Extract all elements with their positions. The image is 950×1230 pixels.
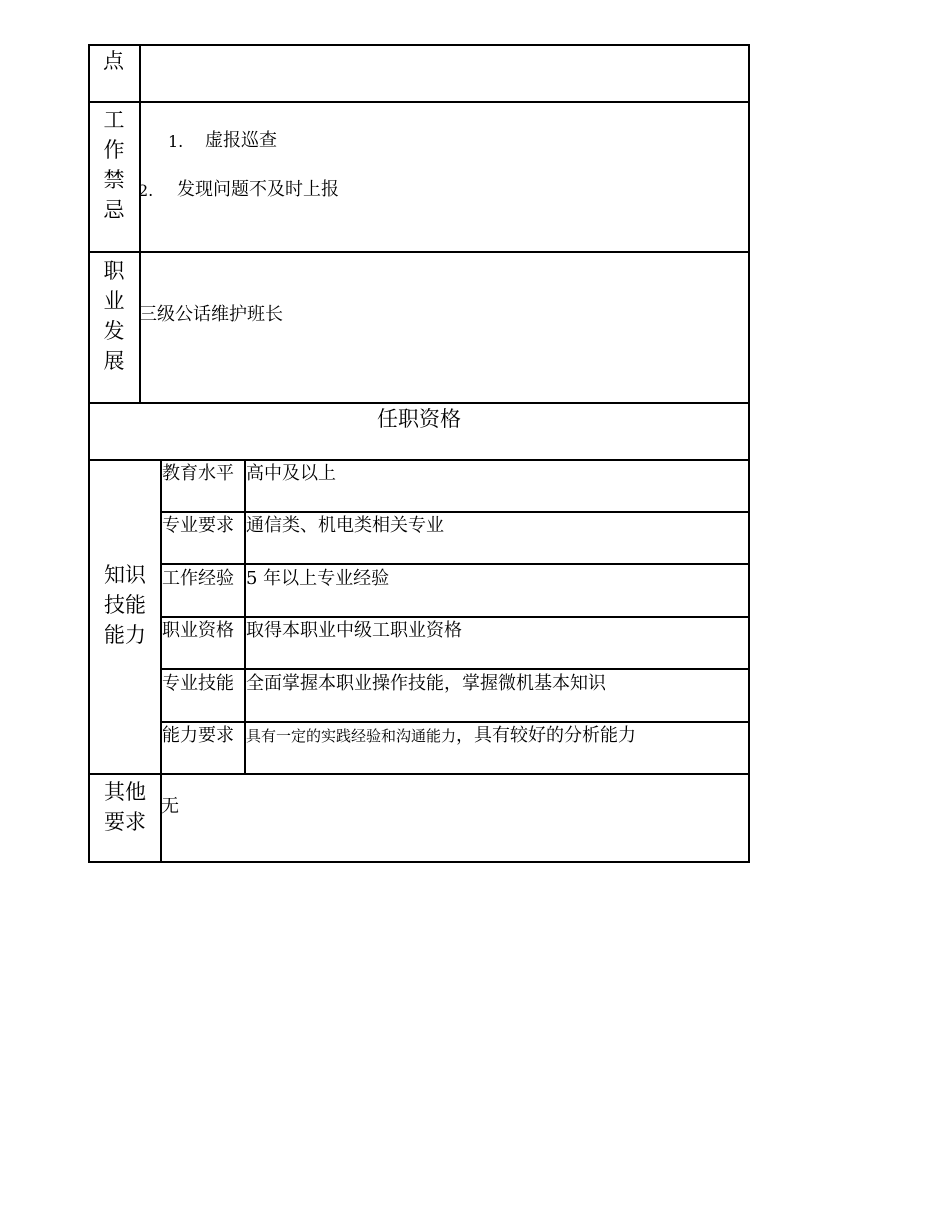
label-char: 作: [103, 138, 125, 162]
qual-label-experience: 工作经验: [162, 568, 234, 589]
qual-value-experience: 5 年以上专业经验: [246, 568, 390, 589]
table-border-left: [88, 44, 90, 863]
qual-label-certification: 职业资格: [162, 620, 234, 641]
qual-value-education: 高中及以上: [246, 463, 336, 484]
table-border-right: [748, 44, 750, 863]
qual-row-separator: [160, 668, 750, 670]
label-line: 技能: [104, 593, 146, 617]
label-char: 禁: [103, 168, 125, 192]
label-line: 其他: [104, 780, 146, 804]
list-item-number: 2.: [138, 181, 154, 200]
career-path-text: 三级公话维护班长: [139, 304, 283, 325]
qual-label-ability: 能力要求: [162, 725, 234, 746]
qual-label-skills: 专业技能: [162, 673, 234, 694]
other-requirements-text: 无: [161, 796, 179, 817]
row-label-zhiye-fazhan: [102, 256, 126, 376]
table-border-bottom: [88, 861, 750, 863]
ability-text-small: 具有一定的实践经验和沟通能力: [246, 727, 457, 745]
label-line: 要求: [104, 810, 146, 834]
group-label-knowledge-skills: [101, 560, 149, 650]
label-char: 发: [103, 319, 125, 343]
qual-row-separator: [160, 616, 750, 618]
list-item-text: 虚报巡查: [205, 130, 277, 151]
qual-value-ability: [246, 727, 636, 745]
row-separator: [88, 773, 750, 775]
qual-label-major: 专业要求: [162, 515, 234, 536]
list-item-number: 1.: [168, 132, 184, 151]
qual-row-separator: [160, 721, 750, 723]
qualifications-heading: 任职资格: [377, 407, 461, 431]
label-char: 工: [103, 108, 125, 132]
row-label-gongzuo-jinji: [102, 105, 126, 225]
label-char: 展: [103, 349, 125, 373]
row-separator: [88, 402, 750, 404]
row-separator: [88, 251, 750, 253]
table-border-top: [88, 44, 750, 46]
row-separator: [88, 101, 750, 103]
row-label-dian: 点: [103, 49, 124, 73]
label-char: 忌: [103, 198, 125, 222]
qual-value-certification: 取得本职业中级工职业资格: [246, 620, 462, 641]
qual-row-separator: [160, 563, 750, 565]
row-separator: [88, 459, 750, 461]
label-column-divider: [139, 44, 141, 403]
qual-label-education: 教育水平: [162, 463, 234, 484]
qual-value-skills: 全面掌握本职业操作技能，掌握微机基本知识: [246, 673, 606, 694]
list-item-text: 发现问题不及时上报: [177, 179, 339, 200]
label-line: 能力: [104, 623, 146, 647]
label-line: 知识: [104, 563, 146, 587]
qual-value-major: 通信类、机电类相关专业: [246, 515, 444, 536]
ability-text-rest: ，具有较好的分析能力: [456, 725, 637, 746]
row-label-other-requirements: [101, 777, 149, 837]
label-char: 职: [103, 259, 125, 283]
qual-row-separator: [160, 511, 750, 513]
label-char: 业: [103, 289, 125, 313]
